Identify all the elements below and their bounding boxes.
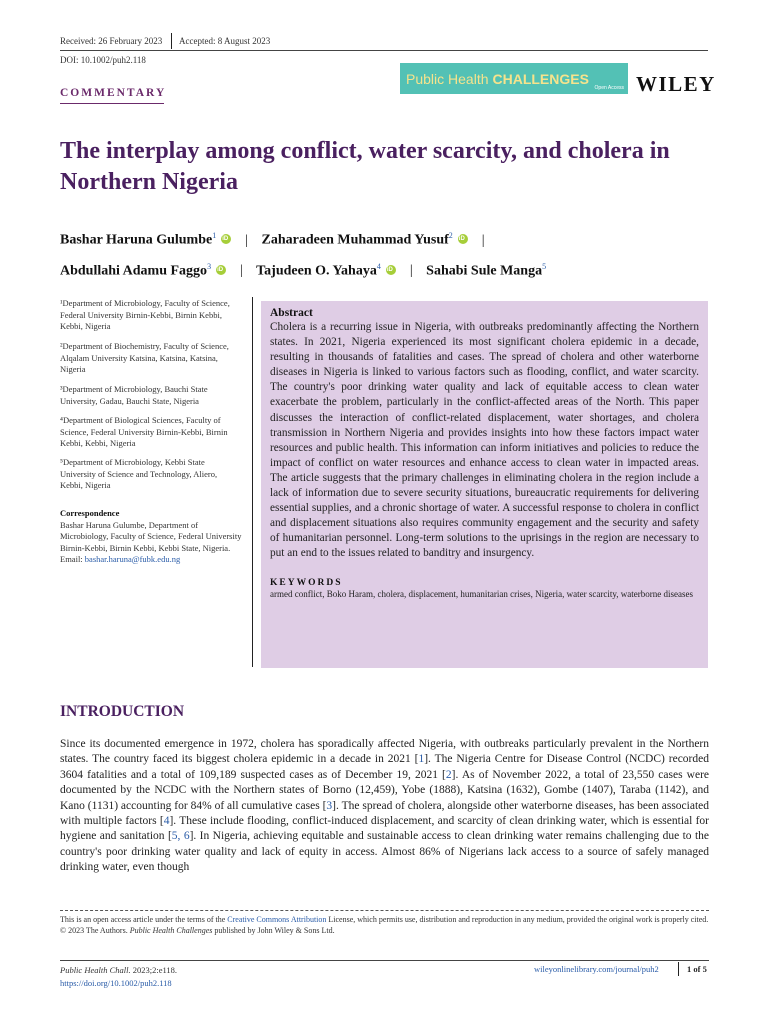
page-number: 1 of 5 bbox=[687, 964, 707, 974]
copyright-text: published by John Wiley & Sons Ltd. bbox=[212, 926, 335, 935]
abstract-heading: Abstract bbox=[270, 307, 313, 319]
affiliation-3: ³Department of Microbiology, Bauchi State University, Gadau, Bauchi State, Nigeria bbox=[60, 384, 208, 406]
article-title: The interplay among conflict, water scarcity, and cholera in Northern Nigeria bbox=[60, 138, 670, 195]
author-separator: | bbox=[409, 263, 413, 279]
section-underline bbox=[60, 103, 164, 104]
license-link[interactable]: Creative Commons Attribution bbox=[227, 915, 327, 924]
email-label: Email: bbox=[60, 554, 83, 564]
author-separator: | bbox=[245, 232, 249, 248]
text-run: ]. As of November 2022, a total of 23,550 cases were documented by the NCDC with the Northern states of Borno (12,459), Yobe (1888), Katsina (1632), Gombe (1407), Taraba (1142), and Kano (1131) accounting for 84% of all cumulative cases [ bbox=[60, 768, 710, 812]
author-affiliation-mark: 1 bbox=[212, 231, 217, 240]
abstract-text: Cholera is a recurring issue in Nigeria, with outbreaks predominantly affecting the Northern states. In 2021, Nigeria experienced its most significant cholera epidemic in a decade, resulting in thousands of fatalities and cases. The spread of cholera and other waterborne diseases in Nigeria is linked to various factors such as flooding, conflict, and water scarcity. The country's poor drinking water quality and lack of equitable access to clean water exacerbate the problem, particularly in the conflict-affected areas of the North. This paper discusses the interaction of conflict-related displacement, water shortages, and cholera transmission in Northern Nigeria and provides insights into how these factors impact water resources and public health. This information can inform initiatives and policies to reduce the impact of conflict on water resources and enhance access to clean water in impacted areas. The article suggests that the primary challenges in eliminating cholera in the region include a lack of information due to severe security situations, bureaucratic requirements for delivering essential supplies, and a chronic shortage of water. A successful response to cholera in conflict and displacement situations also requires community engagement and the security and safety of humanitarian personnel. Long-term solutions to the uprisings in the region are necessary to put an end to the issues related to banditry and insurgency. bbox=[270, 321, 699, 560]
text-run: ]. In Nigeria, achieving equitable and sustainable access to clean drinking water remains challenging due to the country's poor drinking water quality and lack of equity in access. Almost 86% of Nigerians lack access to a source of safely managed drinking water, even though bbox=[60, 830, 709, 874]
citation-link[interactable]: 5, 6 bbox=[171, 830, 190, 843]
citation-journal: Public Health Chall. bbox=[60, 965, 131, 975]
author-name[interactable]: Zaharadeen Muhammad Yusuf bbox=[261, 232, 449, 248]
doi[interactable]: DOI: 10.1002/puh2.118 bbox=[60, 55, 146, 65]
citation-link[interactable]: 3 bbox=[326, 799, 333, 812]
correspondence-heading: Correspondence bbox=[60, 508, 120, 518]
section-heading-introduction: INTRODUCTION bbox=[60, 703, 185, 720]
citation-link[interactable]: 1 bbox=[418, 753, 425, 766]
orcid-icon[interactable] bbox=[458, 234, 468, 244]
keywords-list: armed conflict, Boko Haram, cholera, displacement, humanitarian crises, Nigeria, water scarcity, waterborne diseases bbox=[270, 588, 693, 599]
affiliation-4: ⁴Department of Biological Sciences, Faculty of Science, Federal University Birnin-Kebbi, Birnin Kebbi, Kebbi, Nigeria bbox=[60, 415, 228, 448]
copyright-journal: Public Health Challenges bbox=[129, 926, 213, 935]
citation-link[interactable]: 4 bbox=[163, 815, 170, 828]
copyright-text: © 2023 The Authors. bbox=[60, 926, 130, 935]
journal-name-plain: Public Health bbox=[406, 70, 489, 87]
orcid-icon[interactable] bbox=[221, 234, 231, 244]
author-separator: | bbox=[240, 263, 243, 279]
author-affiliation-mark: 3 bbox=[207, 261, 212, 271]
email-link[interactable]: bashar.haruna@fubk.edu.ng bbox=[84, 554, 181, 564]
footer-divider bbox=[678, 962, 679, 976]
text-run: Since its documented emergence in 1972, cholera has sporadically affected Nigeria, with outbreaks particularly prevalent in the Northern states. The country faced its biggest cholera epidemic in a decade in 2021 [ bbox=[60, 738, 709, 766]
correspondence bbox=[60, 508, 242, 566]
author-name[interactable]: Abdullahi Adamu Faggo bbox=[60, 263, 208, 279]
citation-info bbox=[60, 964, 177, 990]
footer-rule bbox=[60, 960, 709, 961]
journal-logo[interactable] bbox=[400, 63, 628, 94]
license-text: License, which permits use, distribution and reproduction in any medium, provided the original work is properly cited. bbox=[326, 915, 709, 924]
author-affiliation-mark: 4 bbox=[376, 261, 381, 271]
journal-tag: Open Access bbox=[594, 85, 624, 91]
journal-name-bold: CHALLENGES bbox=[492, 70, 589, 87]
author-affiliation-mark: 5 bbox=[542, 261, 547, 271]
author-affiliation-mark: 2 bbox=[448, 231, 453, 240]
introduction-paragraph bbox=[60, 737, 709, 876]
journal-site-link[interactable]: wileyonlinelibrary.com/journal/puh2 bbox=[534, 964, 659, 974]
affiliation-2: ²Department of Biochemistry, Faculty of Science, Alqalam University Katsina, Katsina, Katsina, Nigeria bbox=[60, 341, 229, 374]
abstract-box bbox=[261, 301, 708, 668]
license-note bbox=[60, 914, 710, 936]
header-divider bbox=[171, 33, 172, 49]
orcid-icon[interactable] bbox=[386, 265, 396, 275]
text-run: ]. The Nigeria Centre for Disease Control (NCDC) recorded 3604 fatalities and a total of 109,189 suspected cases as of December 19, 2021 [ bbox=[60, 753, 709, 781]
author-name[interactable]: Bashar Haruna Gulumbe bbox=[60, 232, 213, 248]
text-run: ]. These include flooding, conflict-induced displacement, and scarcity of clean drinking water, which is essential for hygiene and sanitation [ bbox=[60, 815, 709, 843]
keywords-heading: KEYWORDS bbox=[270, 577, 343, 588]
author-name[interactable]: Sahabi Sule Manga bbox=[426, 263, 543, 279]
citation-volume: 2023;2:e118. bbox=[130, 965, 178, 975]
license-divider bbox=[60, 910, 709, 911]
column-divider bbox=[252, 297, 253, 667]
correspondence-text: Bashar Haruna Gulumbe, Department of Microbiology, Faculty of Science, Federal University Birnin-Kebbi, Birnin Kebbi, Kebbi State, Nigeria. bbox=[60, 519, 242, 553]
license-text: This is an open access article under the terms of the bbox=[60, 915, 228, 924]
accepted-date: Accepted: 8 August 2023 bbox=[179, 36, 271, 46]
author-separator: | bbox=[481, 232, 485, 248]
author-list bbox=[60, 223, 720, 284]
text-run: ]. The spread of cholera, alongside other waterborne diseases, has been associated with multiple factors [ bbox=[60, 799, 709, 828]
affiliation-1: ¹Department of Microbiology, Faculty of Science, Federal University Birnin-Kebbi, Birnin Kebbi, Kebbi, Nigeria bbox=[60, 298, 230, 331]
author-name[interactable]: Tajudeen O. Yahaya bbox=[256, 263, 377, 279]
orcid-icon[interactable] bbox=[216, 265, 226, 275]
citation-link[interactable]: 2 bbox=[445, 768, 452, 781]
publisher-logo[interactable]: WILEY bbox=[636, 72, 716, 96]
citation-doi-link[interactable]: https://doi.org/10.1002/puh2.118 bbox=[60, 978, 172, 988]
section-label: COMMENTARY bbox=[60, 87, 167, 99]
header-rule bbox=[60, 50, 708, 51]
received-date: Received: 26 February 2023 bbox=[60, 36, 163, 46]
affiliation-5: ⁵Department of Microbiology, Kebbi State University of Science and Technology, Aliero, Kebbi, Nigeria bbox=[60, 457, 218, 490]
